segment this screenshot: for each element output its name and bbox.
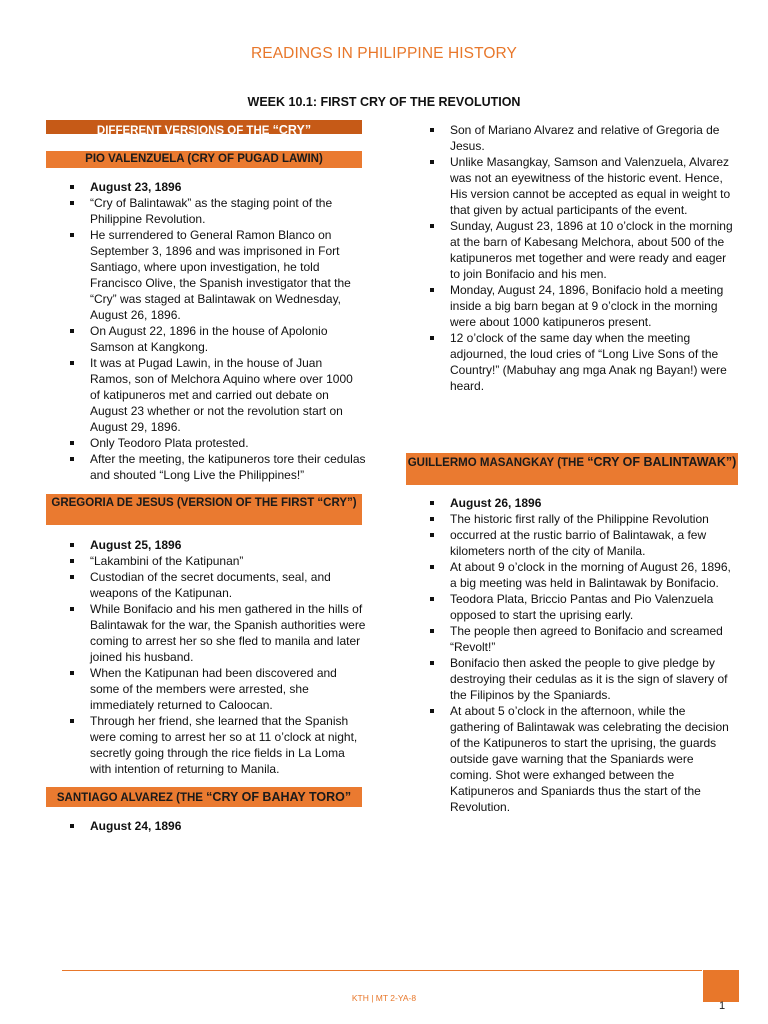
list-item: August 26, 1896 <box>428 495 738 511</box>
footer-text: KTH | MT 2-YA-8 <box>351 993 417 1003</box>
list-item: Through her friend, she learned that the Spanish were coming to arrest her so at 11 o’clock at night, secretly going through the rice fields in La Loma with intention of returning to Manila. <box>68 713 366 777</box>
list-item: Custodian of the secret documents, seal, and weapons of the Katipunan. <box>68 569 366 601</box>
week-title: WEEK 10.1: FIRST CRY OF THE REVOLUTION <box>247 95 521 109</box>
gregoria-list <box>68 537 366 777</box>
list-item: The people then agreed to Bonifacio and screamed “Revolt!” <box>428 623 738 655</box>
list-item: After the meeting, the katipuneros tore their cedulas and shouted “Long Live the Philippines!” <box>68 451 366 483</box>
list-item: August 25, 1896 <box>68 537 366 553</box>
list-item: While Bonifacio and his men gathered in the hills of Balintawak for the war, the Spanish authorities were coming to arrest her so she fled to manila and later joined his husband. <box>68 601 366 665</box>
section-title-quote: “CRY OF BALINTAWAK”) <box>587 455 737 469</box>
section-title: GUILLERMO MASANGKAY (THE <box>407 457 588 469</box>
section-title: SANTIAGO ALVAREZ (THE <box>56 792 207 804</box>
santiago-list-cont <box>428 122 738 394</box>
section-header-pio <box>46 151 362 168</box>
list-item: At about 5 o’clock in the afternoon, while the gathering of Balintawak was celebrating the decision of the Katipuneros to start the uprising, the guards outside gave warning that the Spaniards were coming. Shot were exhanged between the Katipuneros and Spaniards thus the start of the Revolution. <box>428 703 738 815</box>
list-item: When the Katipunan had been discovered and some of the members were arrested, she immediately returned to Caloocan. <box>68 665 366 713</box>
pio-list <box>68 179 366 483</box>
list-item: Son of Mariano Alvarez and relative of Gregoria de Jesus. <box>428 122 738 154</box>
section-header-santiago <box>46 787 362 807</box>
section-title: PIO VALENZUELA (CRY OF PUGAD LAWIN) <box>85 153 323 165</box>
list-item: Sunday, August 23, 1896 at 10 o’clock in the morning at the barn of Kabesang Melchora, about 500 of the katipuneros met together and were ready and eager to join Bonifacio and his men. <box>428 218 738 282</box>
list-item: Only Teodoro Plata protested. <box>68 435 366 451</box>
list-item: August 24, 1896 <box>68 818 366 834</box>
list-item: He surrendered to General Ramon Blanco on September 3, 1896 and was imprisoned in Fort Santiago, where upon investigation, he told Francisco Olive, the Spanish investigator that the “Cry” was staged at Balintawak on Wednesday, August 26, 1896. <box>68 227 366 323</box>
list-item: “Cry of Balintawak” as the staging point of the Philippine Revolution. <box>68 195 366 227</box>
section-title-quote: “CRY OF BAHAY TORO” <box>206 790 352 804</box>
section-title: GREGORIA DE JESUS (VERSION OF THE FIRST “CRY”) <box>51 497 357 509</box>
list-item: Teodora Plata, Briccio Pantas and Pio Valenzuela opposed to start the uprising early. <box>428 591 738 623</box>
list-item: occurred at the rustic barrio of Balintawak, a few kilometers north of the city of Manila. <box>428 527 738 559</box>
list-item: Bonifacio then asked the people to give pledge by destroying their cedulas as it is the sign of slavery of the Filipinos by the Spaniards. <box>428 655 738 703</box>
list-item: The historic first rally of the Philippine Revolution <box>428 511 738 527</box>
santiago-list-start <box>68 818 366 834</box>
list-item: On August 22, 1896 in the house of Apolonio Samson at Kangkong. <box>68 323 366 355</box>
page-number: 1 <box>719 1000 726 1012</box>
list-item: August 23, 1896 <box>68 179 366 195</box>
list-item: It was at Pugad Lawin, in the house of Juan Ramos, son of Melchora Aquino where over 1000 of katipuneros met and carried out debate on August 23 whether or not the revolution start on August 29, 1896. <box>68 355 366 435</box>
guillermo-list <box>428 495 738 815</box>
footer-divider <box>62 970 702 971</box>
section-title: DIFFERENT VERSIONS OF THE <box>96 125 273 134</box>
page-title: READINGS IN PHILIPPINE HISTORY <box>251 45 517 62</box>
list-item: “Lakambini of the Katipunan” <box>68 553 366 569</box>
section-header-guillermo <box>406 453 738 485</box>
section-header-versions <box>46 120 362 134</box>
list-item: 12 o’clock of the same day when the meeting adjourned, the loud cries of “Long Live Sons of the Country!” (Mabuhay ang mga Anak ng Bayan!) were heard. <box>428 330 738 394</box>
list-item: Monday, August 24, 1896, Bonifacio hold a meeting inside a big barn began at 9 o’clock in the morning were about 1000 katipuneros present. <box>428 282 738 330</box>
list-item: At about 9 o’clock in the morning of August 26, 1896, a big meeting was held in Balintawak by Bonifacio. <box>428 559 738 591</box>
section-header-gregoria <box>46 494 362 525</box>
list-item: Unlike Masangkay, Samson and Valenzuela, Alvarez was not an eyewitness of the historic event. Hence, His version cannot be accepted as equal in weight to that given by actual participants of the event. <box>428 154 738 218</box>
section-title-quote: “CRY” <box>272 123 312 134</box>
